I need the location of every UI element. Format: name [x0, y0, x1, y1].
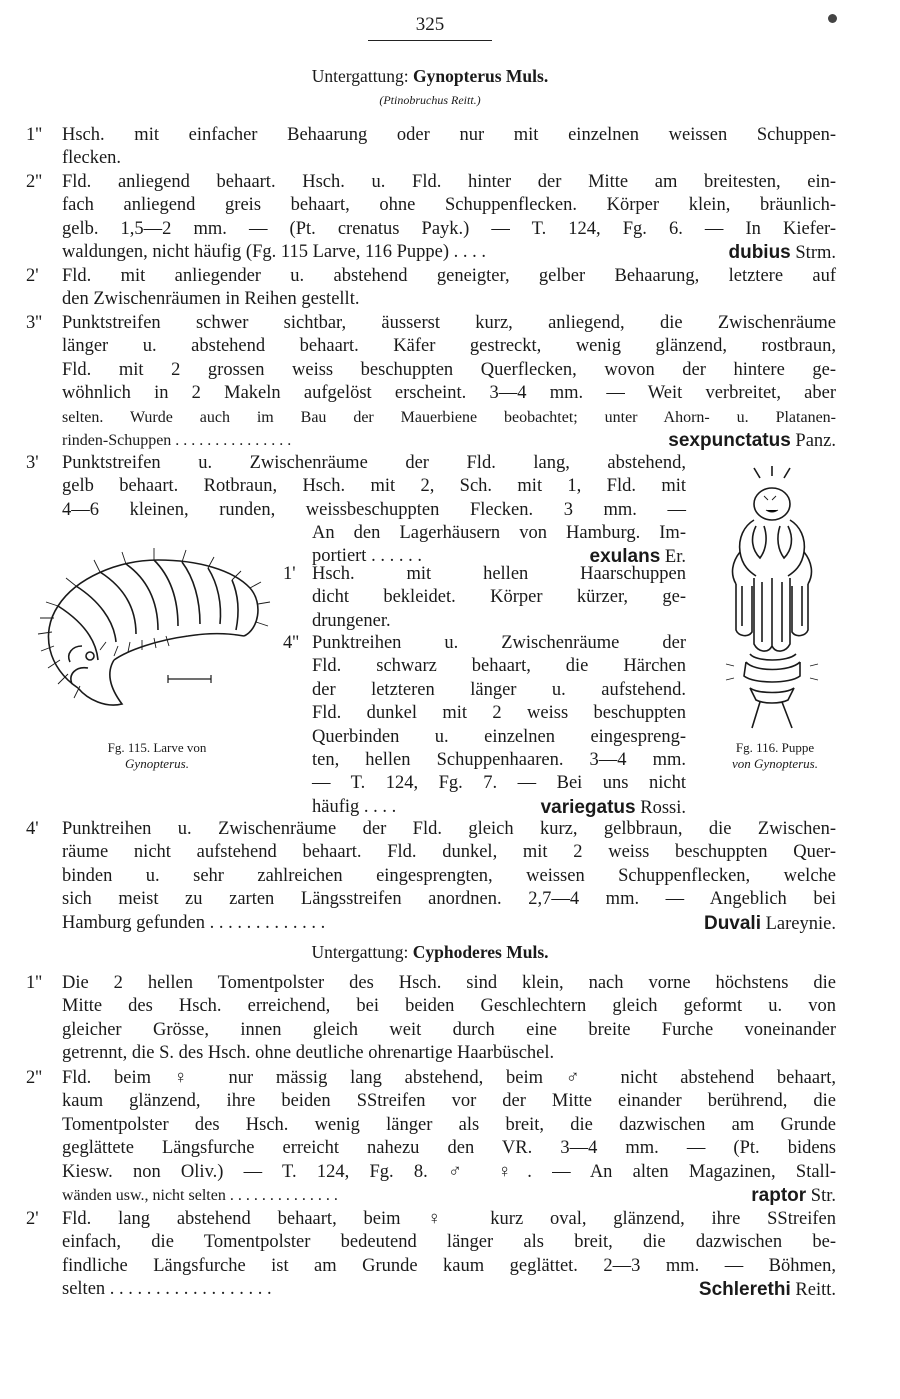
key-entry-2: [62, 171, 836, 265]
entry-line: Fld. mit 2 grossen weiss beschuppten Querflecken, wovon der hintere ge-: [62, 359, 836, 380]
species-name: [541, 796, 686, 820]
key2-entry-2: [62, 1067, 836, 1207]
entry-line: Punktstreifen schwer sichtbar, äusserst kurz, anliegend, die Zwischenräume: [62, 313, 836, 333]
heading-prefix: Untergattung:: [311, 942, 409, 962]
entry-line: einfach, die Tomentpolster bedeutend länger als breit, die dazwischen be-: [62, 1232, 836, 1253]
key-entry-3: [62, 265, 836, 312]
figure-caption-116: [700, 740, 850, 772]
key2-entry-3: [62, 1208, 836, 1302]
entry-line: An den Lagerhäusern von Hamburg. Im-: [312, 523, 686, 543]
entry-number: 4'': [283, 633, 299, 653]
species-name: [751, 1184, 836, 1208]
heading-prefix: Untergattung:: [311, 66, 409, 86]
entry-number: 3'': [26, 313, 42, 333]
entry-line: gelb. 1,5—2 mm. — (Pt. crenatus Payk.) — T. 124, Fg. 6. — In Kiefer-: [62, 218, 836, 239]
key2-entry-1: [62, 972, 836, 1066]
figure-caption-115: [62, 740, 252, 772]
entry-line-species: [62, 1184, 836, 1207]
entry-number: 1'': [26, 973, 42, 993]
entry-line: Fld. lang abstehend behaart, beim ♀ kurz oval, glänzend, ihre SStreifen: [62, 1209, 836, 1229]
entry-line: Fld. anliegend behaart. Hsch. u. Fld. hinter der Mitte am breitesten, ein-: [62, 172, 836, 192]
key-entry-5-cont: [312, 522, 686, 569]
entry-line: Fld. mit anliegender u. abstehend geneigter, gelber Behaarung, letztere auf: [62, 266, 836, 286]
entry-number: 2'': [26, 172, 42, 192]
species-author: Str.: [810, 1185, 836, 1206]
entry-line: Fld. beim ♀ nur mässig lang abstehend, beim ♂ nicht abstehend behaart,: [62, 1068, 836, 1088]
heading-genus: Gynopterus Muls.: [413, 66, 549, 86]
entry-line: — T. 124, Fg. 7. — Bei uns nicht: [312, 773, 686, 794]
entry-number: 3': [26, 453, 39, 473]
species-epithet: Schlerethi: [698, 1279, 791, 1301]
entry-line: gelb behaart. Rotbraun, Hsch. mit 2, Sch. mit 1, Fld. mit: [62, 476, 686, 497]
entry-line: getrennt, die S. des Hsch. ohne deutliche ohrenartige Haarbüschel.: [62, 1043, 555, 1064]
key-entry-8: [62, 818, 836, 935]
entry-line: dicht bekleidet. Körper kürzer, ge-: [312, 587, 686, 608]
entry-line: Hsch. mit einfacher Behaarung oder nur mit einzelnen weissen Schuppen-: [62, 125, 836, 145]
entry-line-species: [62, 429, 836, 452]
entry-line: ten, hellen Schuppenhaaren. 3—4 mm.: [312, 749, 686, 770]
species-epithet: dubius: [728, 242, 791, 264]
entry-line-species: [62, 1278, 836, 1301]
entry-line: der letzteren länger u. aufstehend.: [312, 679, 686, 700]
subgenus-heading-gynopterus: [0, 66, 860, 87]
entry-line: Hsch. mit hellen Haarschuppen: [312, 564, 686, 584]
entry-line: portiert . . . . . .: [312, 546, 422, 567]
entry-line: Fld. schwarz behaart, die Härchen: [312, 656, 686, 677]
entry-number: 2': [26, 266, 39, 286]
larva-figure: [18, 538, 280, 738]
entry-number: 1'': [26, 125, 42, 145]
key-entry-6: [312, 563, 686, 633]
species-name: [704, 912, 836, 936]
species-author: Reitt.: [795, 1280, 836, 1301]
species-epithet: exulans: [589, 546, 661, 568]
entry-line: Mitte des Hsch. erreichend, bei beiden Geschlechtern gleich geformt u. von: [62, 996, 836, 1017]
entry-line: waldungen, nicht häufig (Fg. 115 Larve, 116 Puppe) . . . .: [62, 242, 487, 263]
entry-line: Querbinden u. einzelnen eingespreng-: [312, 726, 686, 747]
entry-line: den Zwischenräumen in Reihen gestellt.: [62, 289, 360, 310]
caption-line: Fg. 116. Puppe: [735, 740, 815, 755]
page-number: 325: [415, 14, 445, 35]
entry-line: Kiesw. non Oliv.) — T. 124, Fg. 8. ♂ ♀. — An alten Magazinen, Stall-: [62, 1161, 836, 1182]
caption-line: Fg. 115. Larve von: [107, 740, 207, 755]
entry-number: 2': [26, 1209, 39, 1229]
species-author: Er.: [664, 547, 686, 568]
species-name: [699, 1278, 836, 1302]
entry-number: 2'': [26, 1068, 42, 1088]
entry-line: findliche Längsfurche ist am Grunde kaum geglättet. 2—3 mm. — Böhmen,: [62, 1255, 836, 1276]
entry-line: Tomentpolster des Hsch. wenig länger als breit, die dazwischen am Grunde: [62, 1114, 836, 1135]
species-name: [728, 241, 836, 265]
heading-genus: Cyphoderes Muls.: [412, 942, 549, 962]
species-author: Panz.: [795, 430, 836, 451]
species-author: Lareynie.: [765, 913, 836, 934]
entry-line: Punktstreifen u. Zwischenräume der Fld. lang, abstehend,: [62, 453, 686, 473]
entry-line: häufig . . . .: [312, 796, 397, 817]
entry-line: fach anliegend greis behaart, ohne Schuppenflecken. Körper klein, bräunlich-: [62, 195, 836, 216]
species-author: Rossi.: [640, 797, 686, 818]
synonym-line: (Ptinobruchus Reitt.): [379, 93, 481, 107]
entry-line: länger u. abstehend behaart. Käfer gestreckt, wenig glänzend, rostbraun,: [62, 336, 836, 357]
entry-line: räume nicht aufstehend behaart. Fld. dunkel, mit 2 weiss beschuppten Quer-: [62, 842, 836, 863]
entry-line: Hamburg gefunden . . . . . . . . . . . . .: [62, 912, 326, 933]
ink-dot: [828, 14, 837, 23]
pupa-figure: [720, 466, 830, 732]
entry-line: binden u. sehr zahlreichen eingesprengten, weissen Schuppenflecken, welche: [62, 865, 836, 886]
entry-line-species: [312, 796, 686, 819]
entry-line: Punktreihen u. Zwischenräume der: [312, 633, 686, 653]
species-epithet: variegatus: [540, 796, 636, 818]
key-entry-5: [62, 452, 686, 522]
entry-number: 4': [26, 819, 39, 839]
entry-line: gleicher Grösse, innen gleich weit durch eine breite Furche voneinander: [62, 1019, 836, 1040]
caption-line: von Gynopterus.: [732, 756, 818, 771]
entry-number: 1': [283, 564, 296, 584]
entry-line-species: [62, 241, 836, 264]
entry-line: geglättete Längsfurche erreicht nahezu den VR. 3—4 mm. — (Pt. bidens: [62, 1138, 836, 1159]
entry-line: Die 2 hellen Tomentpolster des Hsch. sind klein, nach vorne höchstens die: [62, 973, 836, 993]
entry-line: selten . . . . . . . . . . . . . . . . . .: [62, 1279, 272, 1300]
entry-line: selten. Wurde auch im Bau der Mauerbiene beobachtet; unter Ahorn- u. Platanen-: [62, 408, 836, 426]
caption-line: Gynopterus.: [125, 756, 189, 771]
entry-line: wöhnlich in 2 Makeln aufgelöst erscheint. 3—4 mm. — Weit verbreitet, aber: [62, 383, 836, 404]
entry-line: sich meist zu zarten Längsstreifen anordnen. 2,7—4 mm. — Angeblich bei: [62, 889, 836, 910]
key-entry-1: [62, 124, 836, 171]
entry-line: rinden-Schuppen . . . . . . . . . . . . . . .: [62, 431, 292, 449]
entry-line: drungener.: [312, 610, 391, 631]
subgenus-heading-cyphoderes: [0, 942, 860, 963]
species-epithet: Duvali: [703, 912, 761, 934]
key-entry-4: [62, 312, 836, 452]
species-epithet: raptor: [751, 1184, 807, 1206]
page-number-rule: [368, 40, 492, 41]
entry-line: Punktreihen u. Zwischenräume der Fld. gleich kurz, gelbbraun, die Zwischen-: [62, 819, 836, 839]
entry-line: flecken.: [62, 148, 122, 169]
species-name: [668, 429, 836, 453]
entry-line-species: [62, 912, 836, 935]
entry-line: 4—6 kleinen, runden, weissbeschuppten Flecken. 3 mm. —: [62, 499, 686, 520]
entry-line: Fld. dunkel mit 2 weiss beschuppten: [312, 703, 686, 724]
species-epithet: sexpunctatus: [668, 429, 791, 451]
species-author: Strm.: [795, 243, 836, 264]
entry-line: kaum glänzend, ihre beiden SStreifen vor der Mitte einander berührend, die: [62, 1091, 836, 1112]
key-entry-7: [312, 632, 686, 819]
entry-line: wänden usw., nicht selten . . . . . . . . . . . . . .: [62, 1186, 338, 1204]
